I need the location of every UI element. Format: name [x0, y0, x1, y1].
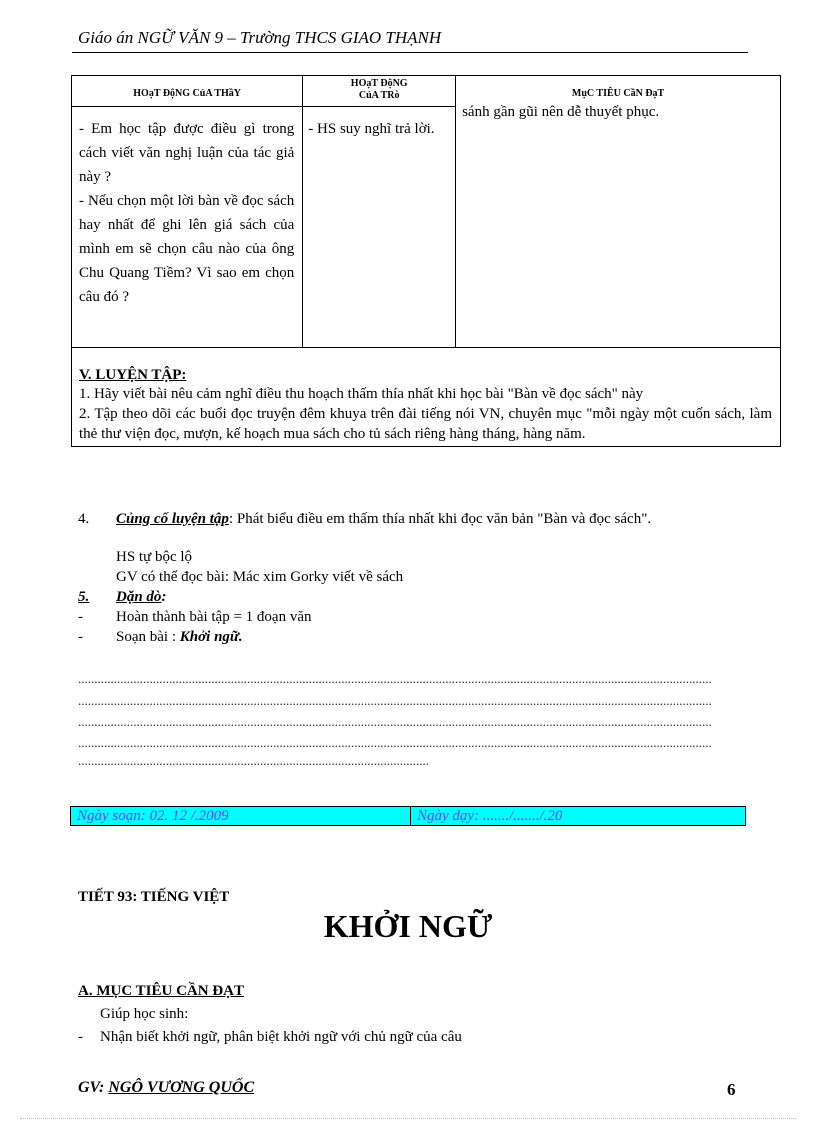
section5-label: Dặn dò: [116, 589, 162, 605]
goals-heading: A. MỤC TIÊU CẦN ĐẠT: [78, 983, 244, 999]
date-soan: Ngày soạn: 02. 12 /.2009: [77, 808, 229, 824]
goal-item-1: Nhận biết khởi ngữ, phân biệt khởi ngữ với chủ ngữ của câu: [100, 1029, 462, 1045]
footer-teacher: GV: NGÔ VƯƠNG QUỐC: [78, 1079, 255, 1096]
practice-item-2: 2. Tập theo dõi các buổi đọc truyện đêm khuya trên đài tiếng nói VN, chuyên mục "mỗi ngày một cuốn sách, làm thẻ thư viện đọc, mượn, kế hoạch mua sách cho tủ sách riêng hàng tháng, hàng năm.: [79, 406, 772, 442]
section5-heading: Dặn dò:: [116, 589, 167, 605]
date-divider: [410, 807, 411, 825]
goal-dash-1: -: [78, 1029, 83, 1045]
goal-text: sánh gần gũi nên dễ thuyết phục.: [462, 104, 660, 120]
section4-number: 4.: [78, 511, 90, 527]
dotted-line-4: ...................................................................................................................................................................................................: [78, 735, 712, 750]
lesson-period: TIẾT 93: TIẾNG VIỆT: [78, 889, 230, 905]
section4-line3: GV có thể đọc bài: Mác xim Gorky viết về sách: [116, 569, 404, 585]
dotted-line-3: ...................................................................................................................................................................................................: [78, 714, 712, 729]
date-bar: [70, 806, 746, 826]
teacher-cell: [72, 107, 303, 348]
dotted-line-1: ...................................................................................................................................................................................................: [78, 671, 712, 686]
date-day: Ngày dạy: ......./......./.20: [417, 808, 563, 824]
dotted-line-5: ............................................................................................................: [78, 753, 429, 768]
lesson-table: [71, 75, 781, 447]
section5-dash-2: -: [78, 629, 83, 645]
lesson-title: KHỞI NGỮ: [323, 908, 493, 944]
section4-text: : Phát biểu điều em thấm thía nhất khi đọc văn bản "Bàn và đọc sách".: [228, 511, 652, 527]
section4-line2: HS tự bộc lộ: [116, 549, 193, 565]
goals-intro: Giúp học sinh:: [100, 1006, 189, 1022]
footer-dotted-rule: [20, 1118, 796, 1119]
teacher-text: - Em học tập được điều gì trong cách viết văn nghị luận của tác giả này ? - Nếu chọn một lời bàn về đọc sách hay nhất để ghi lên giá sách của mình em sẽ chọn câu nào của ông Chu Quang Tiềm? Vì sao em chọn câu đó ?: [79, 121, 295, 305]
col-header-student: HOạT ĐộNG CủA TRò: [303, 76, 456, 107]
header-rule: [72, 52, 748, 53]
teacher-name: NGÔ VƯƠNG QUỐC: [108, 1079, 255, 1096]
dotted-line-2: ...................................................................................................................................................................................................: [78, 693, 712, 708]
col-header-goal: MụC TIÊU CầN ĐạT sánh gần gũi nên dễ thuyết phục.: [456, 76, 781, 348]
practice-item-1: 1. Hãy viết bài nêu cảm nghĩ điều thu hoạch thấm thía nhất khi học bài "Bàn về đọc sách" này: [79, 386, 644, 402]
section4-text-block: [116, 509, 740, 529]
section5-dash-1: -: [78, 609, 83, 625]
page-number: 6: [727, 1080, 736, 1099]
section5-item-1: Hoàn thành bài tập = 1 đoạn văn: [116, 609, 312, 625]
practice-cell: [72, 348, 781, 447]
section5-item-2: Soạn bài : Khởi ngữ.: [116, 629, 243, 645]
header-title: Giáo án NGỮ VĂN 9 – Trường THCS GIAO THẠNH: [78, 28, 442, 47]
practice-title: V. LUYỆN TẬP:: [79, 367, 187, 383]
practice-row: [72, 348, 781, 447]
student-text: - HS suy nghĩ trả lời.: [308, 121, 435, 137]
section5-number: 5.: [78, 589, 90, 605]
student-cell: [303, 107, 456, 348]
section4-label: Củng cố luyện tập: [116, 511, 229, 527]
col-header-teacher: HOạT ĐộNG CủA THầY: [72, 76, 303, 107]
table-header-row: [72, 76, 781, 107]
